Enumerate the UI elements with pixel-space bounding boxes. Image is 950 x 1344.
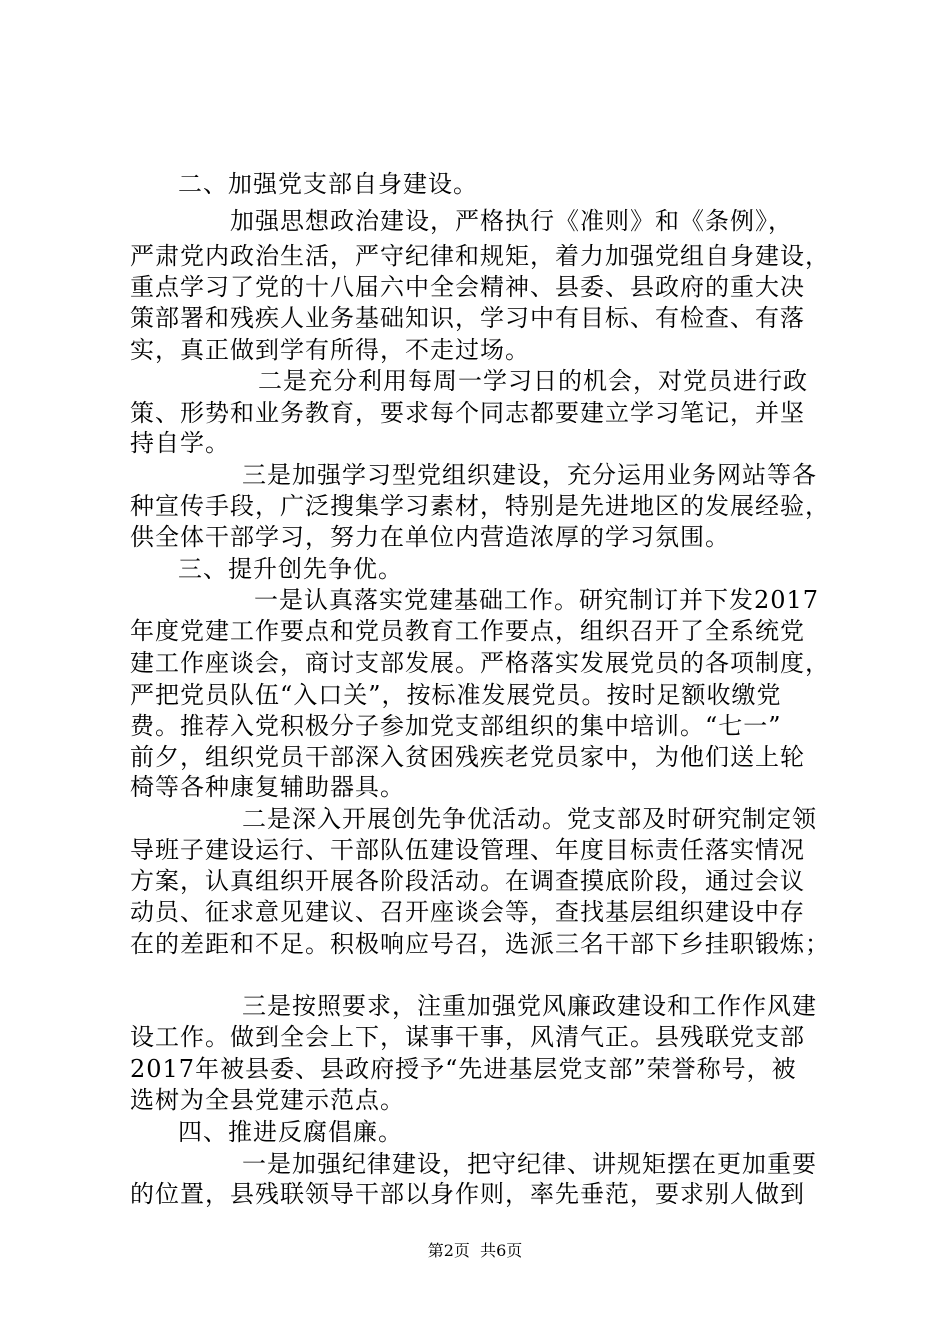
paragraph-line: 策、形势和业务教育，要求每个同志都要建立学习笔记，并坚 — [130, 399, 805, 427]
section-heading-3: 三、提升创先争优。 — [178, 555, 403, 583]
paragraph-line: 动员、征求意见建议、召开座谈会等，查找基层组织建设中存 — [130, 898, 805, 926]
paragraph-line: 一是加强纪律建设，把守纪律、讲规矩摆在更加重要 — [242, 1150, 817, 1178]
paragraph-line: 供全体干部学习，努力在单位内营造浓厚的学习氛围。 — [130, 523, 730, 551]
paragraph-line: 三是按照要求，注重加强党风廉政建设和工作作风建 — [242, 992, 817, 1020]
paragraph-line: 二是充分利用每周一学习日的机会，对党员进行政 — [258, 367, 808, 395]
paragraph-line: 三是加强学习型党组织建设，充分运用业务网站等各 — [242, 461, 817, 489]
paragraph-line: 导班子建设运行、干部队伍建设管理、年度目标责任落实情况 — [130, 836, 805, 864]
section-heading-2: 二、加强党支部自身建设。 — [178, 170, 478, 198]
paragraph-line: 严把党员队伍“入口关”，按标准发展党员。按时足额收缴党 — [130, 681, 782, 709]
paragraph-line: 建工作座谈会，商讨支部发展。严格落实发展党员的各项制度， — [130, 649, 830, 677]
page-number-footer: 第2页 共6页 — [427, 1241, 523, 1260]
paragraph-line: 2017年被县委、县政府授予“先进基层党支部”荣誉称号，被 — [130, 1055, 797, 1083]
paragraph-line: 的位置，县残联领导干部以身作则，率先垂范，要求别人做到 — [130, 1180, 805, 1208]
paragraph-line: 费。推荐入党积极分子参加党支部组织的集中培训。“七一” — [130, 712, 782, 740]
paragraph-line: 椅等各种康复辅助器具。 — [130, 773, 405, 801]
paragraph-line: 实，真正做到学有所得，不走过场。 — [130, 336, 530, 364]
paragraph-line: 在的差距和不足。积极响应号召，选派三名干部下乡挂职锻炼； — [130, 930, 830, 958]
paragraph-line: 选树为全县党建示范点。 — [130, 1086, 405, 1114]
paragraph-line: 一是认真落实党建基础工作。研究制订并下发2017 — [254, 586, 820, 614]
paragraph-line: 设工作。做到全会上下，谋事干事，风清气正。县残联党支部 — [130, 1023, 805, 1051]
paragraph-line: 种宣传手段，广泛搜集学习素材，特别是先进地区的发展经验， — [130, 492, 830, 520]
paragraph-line: 加强思想政治建设，严格执行《准则》和《条例》， — [230, 207, 793, 235]
paragraph-line: 重点学习了党的十八届六中全会精神、县委、县政府的重大决 — [130, 273, 805, 301]
paragraph-line: 策部署和残疾人业务基础知识，学习中有目标、有检查、有落 — [130, 304, 805, 332]
section-heading-4: 四、推进反腐倡廉。 — [178, 1118, 403, 1146]
paragraph-line: 前夕，组织党员干部深入贫困残疾老党员家中，为他们送上轮 — [130, 743, 805, 771]
paragraph-line: 方案，认真组织开展各阶段活动。在调查摸底阶段，通过会议 — [130, 867, 805, 895]
paragraph-line: 年度党建工作要点和党员教育工作要点，组织召开了全系统党 — [130, 617, 805, 645]
paragraph-line: 二是深入开展创先争优活动。党支部及时研究制定领 — [242, 805, 817, 833]
paragraph-line: 持自学。 — [130, 429, 230, 457]
paragraph-line: 严肃党内政治生活，严守纪律和规矩，着力加强党组自身建设， — [130, 242, 830, 270]
